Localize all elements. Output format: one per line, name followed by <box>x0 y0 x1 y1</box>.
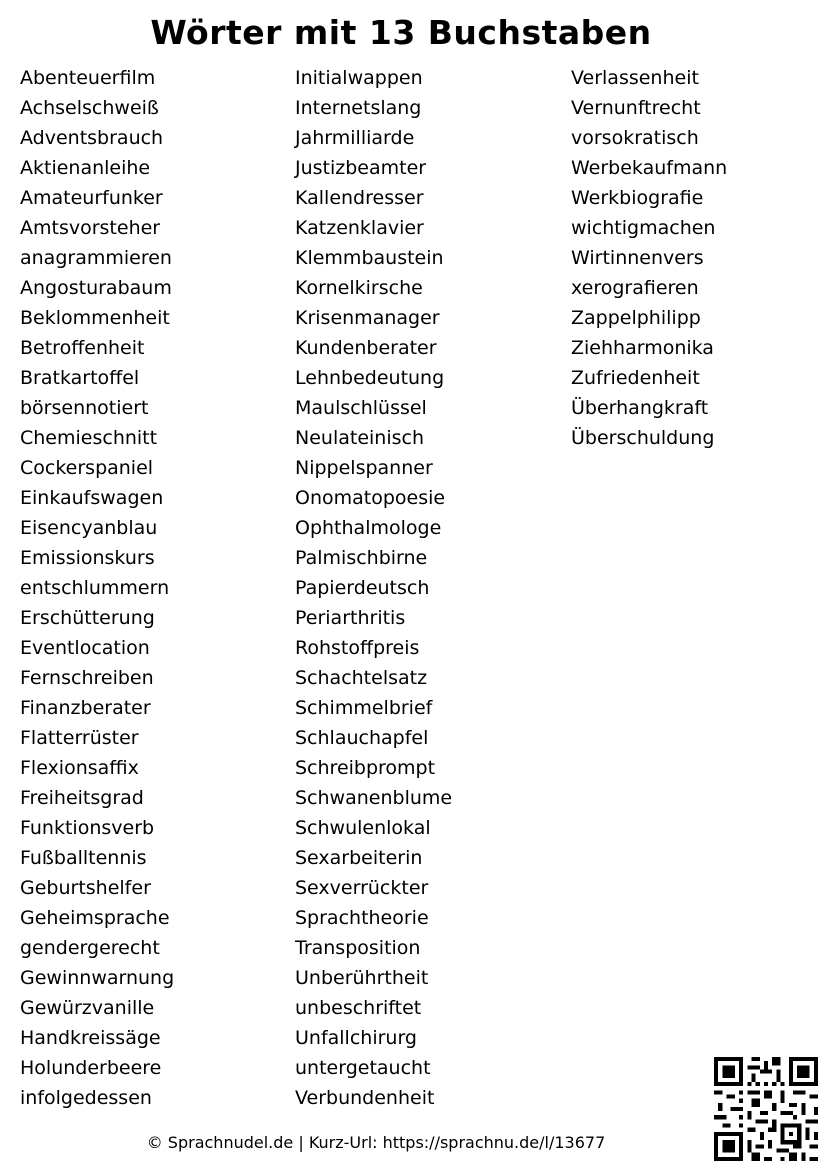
word-column-3 <box>571 63 727 453</box>
word-item: wichtigmachen <box>571 217 716 239</box>
word-item: Einkaufswagen <box>20 487 164 509</box>
word-item: Unfallchirurg <box>295 1027 417 1049</box>
word-item: Eisencyanblau <box>20 517 158 539</box>
word-item: Unberührtheit <box>295 967 429 989</box>
word-item: Internetslang <box>295 97 422 119</box>
word-item: börsennotiert <box>20 397 149 419</box>
footer-credit: © Sprachnudel.de | Kurz-Url: https://sprachnu.de/l/13677 <box>146 1133 606 1152</box>
word-item: Rohstoffpreis <box>295 637 420 659</box>
word-column-2 <box>295 63 452 1113</box>
word-item: Fußballtennis <box>20 847 147 869</box>
word-item: Flexionsaffix <box>20 757 139 779</box>
word-item: Verbundenheit <box>295 1087 435 1109</box>
word-item: Schwanenblume <box>295 787 453 809</box>
word-item: Achselschweiß <box>20 97 159 119</box>
word-item: Neulateinisch <box>295 427 424 449</box>
word-item: Betroffenheit <box>20 337 145 359</box>
word-item: Geheimsprache <box>20 907 170 929</box>
word-item: Kallendresser <box>295 187 424 209</box>
word-item: Zufriedenheit <box>571 367 700 389</box>
word-item: Schwulenlokal <box>295 817 431 839</box>
word-item: infolgedessen <box>20 1087 152 1109</box>
word-item: Kundenberater <box>295 337 437 359</box>
word-item: Adventsbrauch <box>20 127 164 149</box>
word-item: Transposition <box>295 937 421 959</box>
word-item: Fernschreiben <box>20 667 154 689</box>
qr-code-icon <box>714 1057 818 1161</box>
word-item: Geburtshelfer <box>20 877 151 899</box>
word-item: Freiheitsgrad <box>20 787 144 809</box>
word-item: Eventlocation <box>20 637 150 659</box>
word-item: xerografieren <box>571 277 699 299</box>
word-item: unbeschriftet <box>295 997 422 1019</box>
word-item: Erschütterung <box>20 607 155 629</box>
word-item: Bratkartoffel <box>20 367 140 389</box>
word-item: Sexarbeiterin <box>295 847 423 869</box>
word-item: Ophthalmologe <box>295 517 442 539</box>
word-item: Amateurfunker <box>20 187 163 209</box>
word-item: Kornelkirsche <box>295 277 423 299</box>
word-item: Amtsvorsteher <box>20 217 161 239</box>
word-item: Aktienanleihe <box>20 157 151 179</box>
word-item: Gewinnwarnung <box>20 967 175 989</box>
word-item: Krisenmanager <box>295 307 440 329</box>
word-item: Werkbiografie <box>571 187 704 209</box>
word-item: Schlauchapfel <box>295 727 429 749</box>
word-item: Beklommenheit <box>20 307 170 329</box>
word-item: Verlassenheit <box>571 67 699 89</box>
word-item: Sprachtheorie <box>295 907 429 929</box>
word-item: Angosturabaum <box>20 277 172 299</box>
word-item: Gewürzvanille <box>20 997 155 1019</box>
word-item: Nippelspanner <box>295 457 433 479</box>
word-item: Holunderbeere <box>20 1057 162 1079</box>
word-item: Zappelphilipp <box>571 307 701 329</box>
word-item: Lehnbedeutung <box>295 367 445 389</box>
word-item: Schimmelbrief <box>295 697 433 719</box>
word-item: Klemmbaustein <box>295 247 444 269</box>
word-item: Onomatopoesie <box>295 487 446 509</box>
word-item: vorsokratisch <box>571 127 699 149</box>
word-item: anagrammieren <box>20 247 172 269</box>
word-item: Jahrmilliarde <box>295 127 415 149</box>
word-item: Periarthritis <box>295 607 406 629</box>
word-item: Vernunftrecht <box>571 97 701 119</box>
word-item: Überhangkraft <box>571 397 709 419</box>
word-item: Papierdeutsch <box>295 577 430 599</box>
word-item: Wirtinnenvers <box>571 247 704 269</box>
word-item: Maulschlüssel <box>295 397 427 419</box>
word-item: Handkreissäge <box>20 1027 161 1049</box>
word-item: Werbekaufmann <box>571 157 728 179</box>
word-item: Flatterrüster <box>20 727 139 749</box>
word-item: Finanzberater <box>20 697 151 719</box>
word-item: untergetaucht <box>295 1057 431 1079</box>
word-item: Überschuldung <box>571 427 715 449</box>
word-item: Schreibprompt <box>295 757 436 779</box>
word-item: Initialwappen <box>295 67 423 89</box>
word-item: Funktionsverb <box>20 817 155 839</box>
word-item: Palmischbirne <box>295 547 428 569</box>
word-item: Katzenklavier <box>295 217 424 239</box>
word-item: Ziehharmonika <box>571 337 714 359</box>
word-item: Abenteuerfilm <box>20 67 156 89</box>
word-item: Cockerspaniel <box>20 457 154 479</box>
word-item: Chemieschnitt <box>20 427 158 449</box>
word-item: gendergerecht <box>20 937 160 959</box>
word-item: Justizbeamter <box>295 157 427 179</box>
page-title: Wörter mit 13 Buchstaben <box>150 13 652 52</box>
word-item: Sexverrückter <box>295 877 429 899</box>
word-column-1 <box>20 63 174 1113</box>
word-item: Emissionskurs <box>20 547 155 569</box>
word-item: Schachtelsatz <box>295 667 428 689</box>
word-item: entschlummern <box>20 577 170 599</box>
